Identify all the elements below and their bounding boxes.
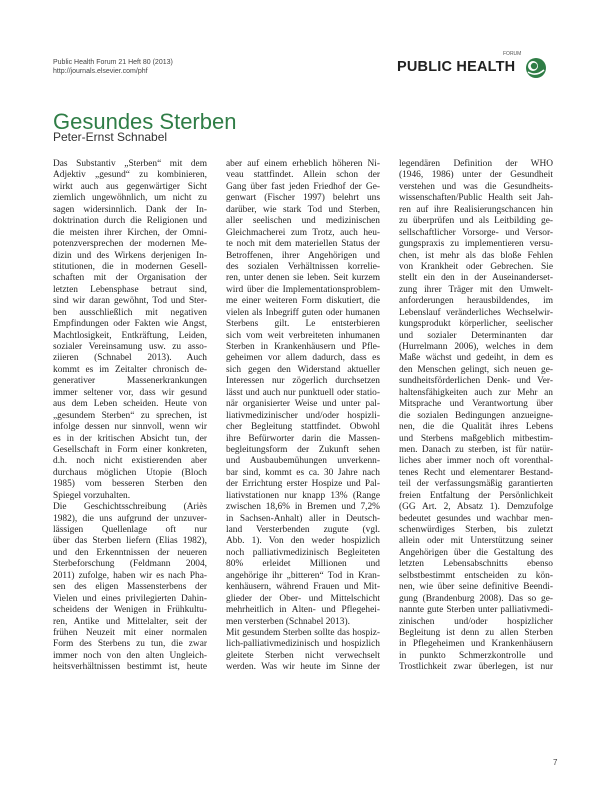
text-line: Sterben in Krankenhäusern und Pfle- [226, 342, 380, 352]
text-line: kenhäusern, während Frauen und Mit- [226, 582, 380, 593]
text-line: gleitete Sterben nicht verwechselt [226, 650, 380, 661]
text-line: gung (Brandenburg 2008). Das so ge- [399, 593, 553, 604]
text-line: Begleitung ist denn zu allen Sterben [399, 627, 553, 638]
text-line: liativmedizinischer und/oder hospizli- [226, 410, 380, 421]
text-line: tenes Recht und elementarer Bestand- [399, 467, 553, 478]
text-line: Mitsprache und Verantwortung über [399, 399, 553, 410]
text-line: zinischen und/oder hospizlicher [399, 616, 553, 627]
text-line: sagen widersinnlich. Dank der In- [53, 204, 207, 215]
text-line: potenzversprechen der modernen Me- [53, 239, 207, 250]
text-line: wissenschaften/Public Health seit Jah- [399, 193, 553, 204]
text-line: Maße wächst und gedeiht, in dem es [399, 353, 553, 364]
text-line: liativstationen nur knapp 13% (Range [226, 490, 380, 501]
text-line: ziemlich ungewöhnlich, um nicht zu [53, 193, 207, 204]
text-line: Gesellschaft in Form einer konkreten, [53, 444, 207, 455]
text-line: begleitungsform der Zukunft sehen [226, 444, 380, 455]
text-line: Betroffenen, ihrer Angehörigen und [226, 250, 380, 261]
text-line: wirkt auch aus gegenwärtiger Sicht [53, 181, 207, 192]
text-line: stitutionen, die in modernen Gesell- [53, 261, 207, 272]
text-line: und Ausbaubemühungen unverkenn- [226, 456, 380, 467]
text-line: ziieren (Schnabel 2013). Auch [53, 353, 207, 364]
text-line: von Krankheit oder Gebrechen. Sie [399, 261, 553, 272]
text-line: schenwürdiges Sterben, bis zuletzt [399, 525, 553, 535]
text-line: lich-palliativmedizinisch und hospizlich [226, 639, 380, 650]
text-line: Die Geschichtsschreibung (Ariès [53, 502, 207, 513]
text-column-2 [226, 159, 380, 674]
text-line: allein oder mit Unterstützung seiner [399, 536, 553, 547]
text-line: sozialer Vereinsamung usw. zu asso- [53, 342, 207, 352]
text-line: des sozialen Verhältnissen korrelie- [226, 261, 380, 272]
journal-citation: Public Health Forum 21 Heft 80 (2013) [53, 59, 173, 66]
text-line: werden. Was wir heute im Sinne der [226, 662, 380, 673]
text-line: bedeutet gesundes und wachbar men- [399, 513, 553, 524]
text-line: 1985) vom besseren Sterben den [53, 479, 207, 490]
text-line: stellt ein den in der Auseinanderset- [399, 273, 553, 284]
text-line: doktrination durch die Religionen und [53, 216, 207, 227]
text-line: genwart (Fischer 1997) belehrt uns [226, 193, 380, 204]
text-line: noch palliativmedizinisch Begleiteten [226, 547, 380, 558]
text-line: sind wir daran gewöhnt, Tod und Ster- [53, 296, 207, 307]
text-line: und sozialer Determinanten dar [399, 330, 553, 341]
text-line: legendären Definition der WHO [399, 159, 553, 169]
text-line: geheimen vor allem dadurch, dass es [226, 353, 380, 364]
text-line: Machtlosigkeit, Entkräftung, Leiden, [53, 330, 207, 341]
text-line: d.h. noch nicht existierenden aber [53, 456, 207, 467]
text-line: (1946, 1986) unter der Gesundheit [399, 170, 553, 181]
text-line: liches aber immer noch oft vorenthal- [399, 456, 553, 467]
text-line: lässt und auch nur punktuell oder statio- [226, 387, 380, 398]
text-line: 1982), die uns aufgrund der unzuver- [53, 513, 207, 524]
text-line: generativer Massenerkrankungen [53, 376, 207, 387]
text-line: sich vom weit verbreiteten inhumanen [226, 330, 380, 341]
text-line: freien Entfaltung der Persönlichkeit [399, 490, 553, 501]
text-line: verstehen und was die Gesundheits- [399, 181, 553, 192]
text-line: Empfindungen oder Fakten wie Angst, [53, 319, 207, 330]
text-line: heitsverhältnissen bestimmt ist, heute [53, 662, 207, 673]
text-line: nen, wie über seine definitive Beendi- [399, 582, 553, 593]
text-line: zung ihrer Träger mit den Umwelt- [399, 284, 553, 295]
text-line: Mit gesundem Sterben sollte das hospiz- [226, 627, 380, 638]
text-line: frühen Neuzeit mit einer normalen [53, 627, 207, 638]
text-line: ren auf ihre Realisierungschancen hin [399, 204, 553, 215]
text-line: Form des Sterbens zu tun, die zwar [53, 639, 207, 650]
text-line: wird über die Implementationsproblem- [226, 284, 380, 295]
text-line: Vielen und eines privilegierten Dahin- [53, 593, 207, 604]
text-line: sich gegen den Widerstand aktueller [226, 364, 380, 375]
text-line: 2011) zufolge, haben wir es nach Pha- [53, 570, 207, 581]
journal-brand [397, 51, 549, 79]
text-line: immer noch von den alten Ungleich- [53, 650, 207, 661]
text-line: aus dem Leben scheiden. Heute von [53, 399, 207, 410]
text-line: in punkto Schmerzkontrolle und [399, 650, 553, 661]
text-line: letzten Lebensphase betraut sind, [53, 284, 207, 295]
text-column-3 [399, 159, 553, 674]
text-line: Angehörigen über die Gestaltung des [399, 547, 553, 558]
text-line: schaften mit der Organisation der [53, 273, 207, 284]
text-line: Lebenslauf veränderliches Wechselwir- [399, 307, 553, 318]
text-line: letzten Lebensabschnitts ebenso [399, 559, 553, 570]
text-column-1 [53, 159, 207, 674]
text-line: ben ausschließlich mit negativen [53, 307, 207, 318]
text-line: (GG Art. 2, Absatz 1). Demzufolge [399, 502, 553, 513]
text-line: land Versterbenden zugute (vgl. [226, 525, 380, 535]
text-line: in Pflegeheimen und Krankenhäusern [399, 639, 553, 650]
text-line: haltensfähigkeiten auch zur Mehr an [399, 387, 553, 398]
text-line: me einer weiteren Form diskutiert, die [226, 296, 380, 307]
text-line: kungsprodukt körperlicher, seelischer [399, 319, 553, 330]
text-line: aber auf einem erheblich höheren Ni- [226, 159, 380, 169]
brand-sub: FORUM [503, 51, 522, 57]
text-line: veau stattfindet. Allein schon der [226, 170, 380, 181]
text-line: Adjektiv „gesund“ zu kombinieren, [53, 170, 207, 181]
text-line: selbstbestimmt entscheiden zu kön- [399, 570, 553, 581]
text-line: när organisierter Weise und unter pal- [226, 399, 380, 410]
text-line: vielen als Inbegriff guten oder humanen [226, 307, 380, 318]
text-line: scheidens der Wenigen in Frühkultu- [53, 605, 207, 616]
text-line: zu überprüfen und als Leitbilding ge- [399, 216, 553, 227]
text-line: Spiegel vorzuhalten. [53, 490, 131, 501]
text-line: über das Sterben liefern (Elias 1982), [53, 536, 207, 547]
text-line: bar sind, kommt es ca. 30 Jahre nach [226, 467, 380, 478]
text-line: men. Danach zu sterben, ist für natür- [399, 444, 553, 455]
text-line: der Errichtung erster Hospize und Pal- [226, 479, 380, 490]
journal-logo-icon [525, 57, 547, 79]
text-line: nen, die die Qualität ihres Lebens [399, 422, 553, 433]
text-line: glieder der Ober- und Mittelschicht [226, 593, 380, 604]
page-number: 7 [553, 758, 558, 767]
brand-name: PUBLIC HEALTH [397, 59, 516, 75]
text-line: Gleichmacherei zum Trotz, auch heu- [226, 227, 380, 238]
journal-url[interactable]: http://journals.elsevier.com/phf [53, 68, 148, 75]
text-line: in Sachsen-Anhalt) aller in Deutsch- [226, 513, 380, 524]
text-line: den Menschen gelingt, sich neuen ge- [399, 364, 553, 375]
text-line: „gesundem Sterben“ zu sprechen, ist [53, 410, 207, 421]
article-title: Gesundes Sterben [53, 108, 237, 134]
text-line: chen, ist mehr als das bloße Fehlen [399, 250, 553, 261]
text-line: men versterben (Schnabel 2013). [226, 616, 350, 627]
text-line: aller seelischen und medizinischen [226, 216, 380, 227]
text-line: sundheitsförderlichen Denk- und Ver- [399, 376, 553, 387]
text-line: es in der kritischen Absicht tun, der [53, 433, 207, 444]
text-line: (Hurrelmann 2006), welches in dem [399, 342, 553, 352]
text-line: te noch mit dem materiellen Status der [226, 239, 380, 250]
text-line: lässigen Quellenlage oft nur [53, 525, 207, 535]
text-line: durchaus möglichen Utopie (Bloch [53, 467, 207, 478]
text-line: und den Erkenntnissen der neueren [53, 547, 207, 558]
text-line: ihre Befürworter darin die Massen- [226, 433, 380, 444]
text-line: Das Substantiv „Sterben“ mit dem [53, 159, 207, 169]
text-line: anforderungen herausbildendes, im [399, 296, 553, 307]
text-line: nannte gute Sterben unter palliativmedi- [399, 605, 553, 616]
text-line: die meisten ihrer Kirchen, der Omni- [53, 227, 207, 238]
text-line: ren, unter denen sie leben. Seit kurzem [226, 273, 380, 284]
text-line: angehörige ihr „bitteren“ Tod in Kran- [226, 570, 380, 581]
text-line: cher Begleitung stattfindet. Obwohl [226, 422, 380, 433]
article-author: Peter-Ernst Schnabel [53, 130, 168, 144]
text-line: gungspraxis zu implementieren versu- [399, 239, 553, 250]
text-line: Trostlichkeit zwar überlegen, ist nur [399, 662, 553, 673]
text-line: Gang über fast jeden Friedhof der Ge- [226, 181, 380, 192]
text-line: Sterbeforschung (Feldmann 2004, [53, 559, 207, 570]
text-line: dizin und des Wirkens derjenigen In- [53, 250, 207, 261]
text-line: ren, Antike und Mittelalter, seit der [53, 616, 207, 627]
text-line: sellschaftlicher Vorsorge- und Versor- [399, 227, 553, 238]
text-line: und Sterbens maßgeblich mitbestim- [399, 433, 553, 444]
text-line: 80% erleidet Millionen und [226, 559, 380, 570]
text-line: immer seltener vor, dass wir gesund [53, 387, 207, 398]
text-line: mehrheitlich in Alten- und Pflegehei- [226, 605, 380, 616]
text-line: Interessen nur zögerlich durchsetzen [226, 376, 380, 387]
text-line: die sozialen Bedingungen anzueigne- [399, 410, 553, 421]
text-line: zwischen 18,6% in Bremen und 7,2% [226, 502, 380, 513]
text-line: darüber, wie stark Tod und Sterben, [226, 204, 380, 215]
journal-info [53, 58, 173, 76]
text-line: infolge dessen nur sinnvoll, wenn wir [53, 422, 207, 433]
text-line: kommt es im Zeitalter chronisch de- [53, 364, 207, 375]
text-line: sen des eligen Massensterbens der [53, 582, 207, 593]
text-line: Sterbens gilt. Le entsterbieren [226, 319, 380, 330]
text-line: Abb. 1). Von den weder hospizlich [226, 536, 380, 547]
text-line: teil der verfassungsmäßig garantierten [399, 479, 553, 490]
